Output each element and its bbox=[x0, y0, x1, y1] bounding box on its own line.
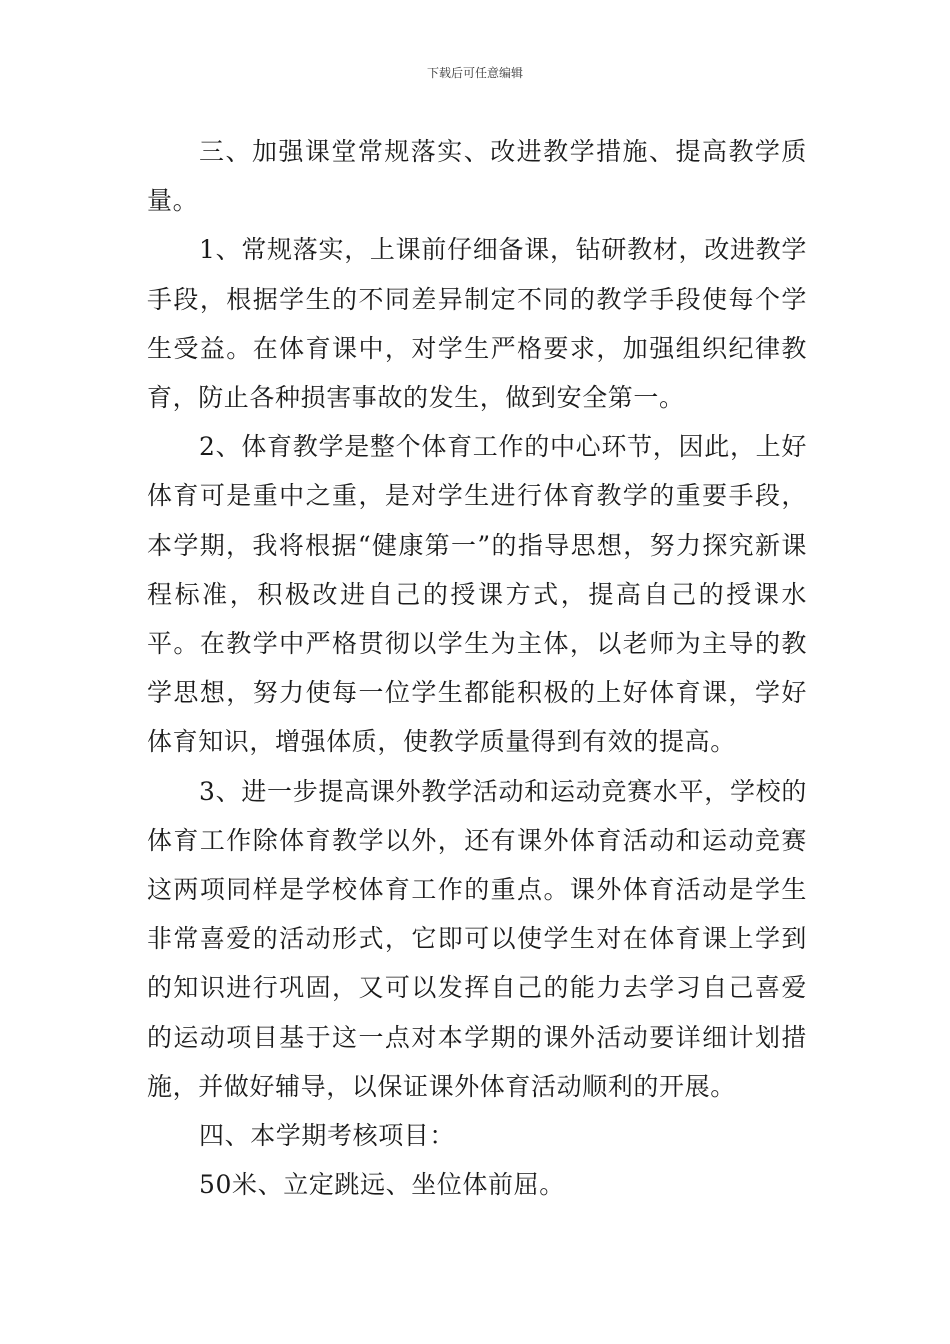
assessment-items: 50米、立定跳远、坐位体前屈。 bbox=[199, 1170, 565, 1200]
document-body bbox=[147, 127, 807, 1209]
paragraph-item-2: 2、体育教学是整个体育工作的中心环节，因此，上好体育可是重中之重，是对学生进行体育教学的重要手段，本学期，我将根据“健康第一”的指导思想，努力探究新课程标准，积极改进自己的授课方式，提高自己的授课水平。在教学中严格贯彻以学生为主体，以老师为主导的教学思想，努力使每一位学生都能积极的上好体育课，学好体育知识，增强体质，使教学质量得到有效的提高。 bbox=[147, 432, 807, 757]
paragraph-item-1: 1、常规落实，上课前仔细备课，钻研教材，改进教学手段，根据学生的不同差异制定不同的教学手段使每个学生受益。在体育课中，对学生严格要求，加强组织纪律教育，防止各种损害事故的发生，做到安全第一。 bbox=[147, 235, 807, 413]
section-heading-three: 三、加强课堂常规落实、改进教学措施、提高教学质量。 bbox=[147, 137, 807, 216]
page-header-note: 下载后可任意编辑 bbox=[426, 66, 523, 80]
section-heading-four: 四、本学期考核项目： bbox=[199, 1121, 456, 1151]
paragraph-item-3: 3、进一步提高课外教学活动和运动竞赛水平，学校的体育工作除体育教学以外，还有课外体育活动和运动竞赛这两项同样是学校体育工作的重点。课外体育活动是学生非常喜爱的活动形式，它即可以使学生对在体育课上学到的知识进行巩固，又可以发挥自己的能力去学习自己喜爱的运动项目基于这一点对本学期的课外活动要详细计划措施，并做好辅导，以保证课外体育活动顺利的开展。 bbox=[147, 776, 807, 1101]
